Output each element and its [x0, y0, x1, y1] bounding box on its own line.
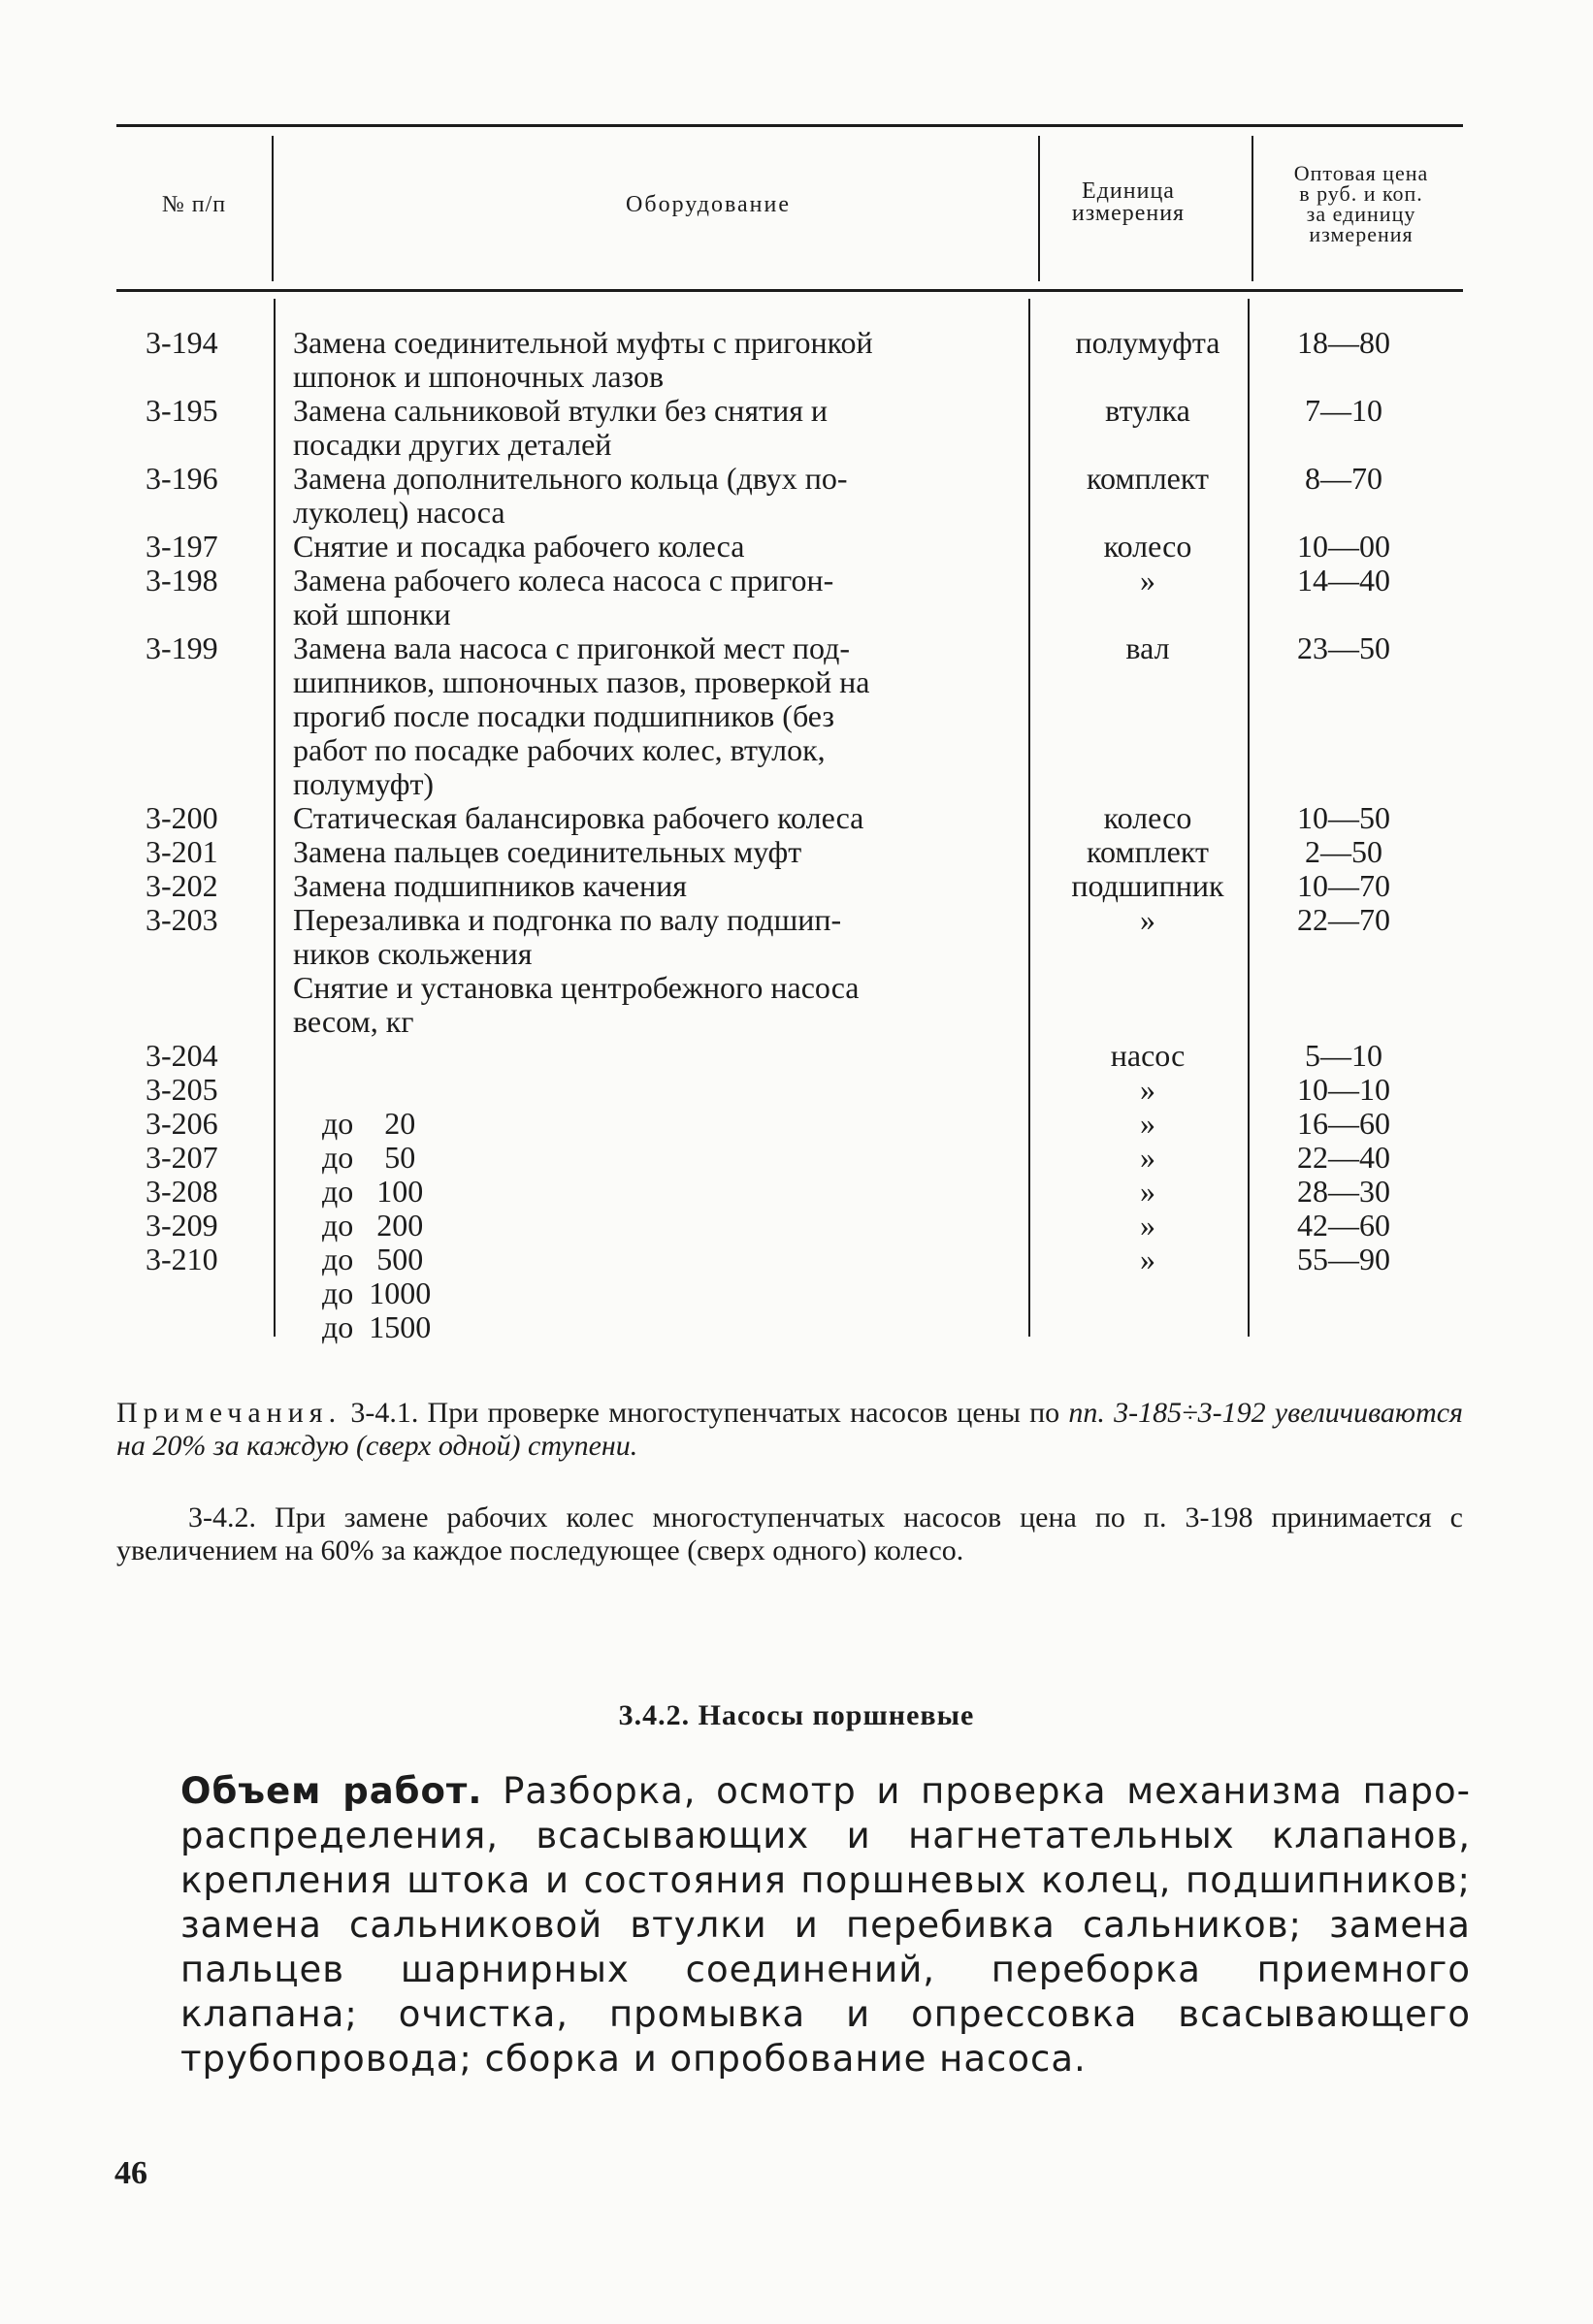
row-number: 3-209 — [146, 1208, 218, 1243]
equipment-line: до 1500 — [322, 1309, 432, 1344]
row-price: 28—30 — [1297, 1174, 1390, 1209]
equipment-line: Замена дополнительного кольца (двух по- — [293, 461, 848, 496]
row-price: 5—10 — [1305, 1038, 1382, 1073]
equipment-line: до 1000 — [322, 1275, 432, 1310]
equipment-line: до 50 — [322, 1140, 416, 1175]
header-equipment: Оборудование — [626, 192, 791, 217]
row-unit: вал — [1125, 630, 1170, 665]
note-2-text: 3-4.2. При замене рабочих колес многоступенчатых насосов цена по п. 3-198 принимается с увеличением на 60% за каждое последующее (сверх одного) колесо. — [116, 1501, 1463, 1566]
row-unit: » — [1140, 1208, 1155, 1243]
row-unit: » — [1140, 1072, 1155, 1107]
row-equipment — [293, 564, 1137, 631]
row-price: 10—70 — [1297, 868, 1390, 903]
row-number: 3-205 — [146, 1072, 218, 1107]
header-price-line: измерения — [1309, 222, 1414, 246]
row-price: 7—10 — [1305, 393, 1382, 428]
row-equipment — [293, 801, 1137, 835]
header-unit-line: Единица — [1082, 178, 1175, 204]
header-unit — [1038, 180, 1219, 225]
section-body — [180, 1769, 1471, 2082]
note-1-text: 3-4.1. При проверке многоступенчатых насосов цены по — [350, 1397, 1060, 1429]
header-unit-line: измерения — [1071, 201, 1186, 226]
row-number: 3-204 — [146, 1038, 218, 1073]
row-equipment — [293, 530, 1137, 564]
header-price — [1259, 163, 1463, 244]
equipment-line: до 200 — [322, 1208, 424, 1243]
equipment-line: Замена вала насоса с пригонкой мест под- — [293, 630, 851, 665]
row-equipment — [293, 971, 1137, 1039]
equipment-line: посадки других деталей — [293, 427, 612, 462]
row-equipment — [293, 394, 1137, 462]
row-price: 22—40 — [1297, 1140, 1390, 1175]
row-price: 8—70 — [1305, 461, 1382, 496]
row-unit: колесо — [1103, 529, 1192, 564]
row-price: 10—10 — [1297, 1072, 1390, 1107]
header-number: № п/п — [161, 192, 227, 217]
table-top-rule — [116, 124, 1463, 127]
row-equipment — [293, 835, 1137, 869]
header-price-line: за единицу — [1306, 202, 1416, 226]
row-unit: » — [1140, 1140, 1155, 1175]
row-unit: » — [1140, 563, 1155, 597]
row-price: 22—70 — [1297, 902, 1390, 937]
equipment-line: луколец) насоса — [293, 495, 505, 530]
row-unit: подшипник — [1071, 868, 1224, 903]
row-number: 3-197 — [146, 529, 218, 564]
row-unit: » — [1140, 1174, 1155, 1209]
row-number: 3-199 — [146, 630, 218, 665]
row-unit: комплект — [1087, 834, 1209, 869]
equipment-line: полумуфт) — [293, 766, 435, 801]
row-price: 23—50 — [1297, 630, 1390, 665]
column-divider — [274, 299, 276, 1337]
row-number: 3-200 — [146, 800, 218, 835]
note-1-italic: пп. 3-185÷3-192 увеличиваются на 20% за каждую (сверх одной) ступени. — [116, 1397, 1464, 1462]
equipment-line: весом, кг — [293, 1004, 414, 1039]
equipment-line: шипников, шпоночных пазов, проверкой на — [293, 664, 870, 699]
equipment-line: до 20 — [322, 1106, 416, 1141]
row-equipment — [322, 1243, 1166, 1412]
row-equipment — [293, 462, 1137, 530]
row-price: 10—50 — [1297, 800, 1390, 835]
equipment-line: Перезаливка и подгонка по валу подшип- — [293, 902, 842, 937]
row-unit: » — [1140, 1242, 1155, 1276]
row-price: 14—40 — [1297, 563, 1390, 597]
header-price-line: Оптовая цена — [1293, 161, 1429, 185]
page-number: 46 — [114, 2155, 147, 2191]
row-price: 42—60 — [1297, 1208, 1390, 1243]
note-1 — [116, 1397, 1463, 1463]
equipment-line: работ по посадке рабочих колес, втулок, — [293, 732, 826, 767]
equipment-line: Замена соединительной муфты с пригонкой — [293, 325, 873, 360]
row-number: 3-206 — [146, 1106, 218, 1141]
row-number: 3-196 — [146, 461, 218, 496]
column-divider — [1252, 136, 1253, 281]
equipment-line: кой шпонки — [293, 597, 451, 631]
equipment-line: шпонок и шпоночных лазов — [293, 359, 665, 394]
header-price-line: в руб. и коп. — [1299, 181, 1423, 206]
price-table — [116, 124, 1463, 1344]
row-unit: втулка — [1105, 393, 1190, 428]
row-equipment — [293, 869, 1137, 903]
row-number: 3-194 — [146, 325, 218, 360]
body-text: Разборка, осмотр и проверка механизма паро-распределения, всасывающих и нагнетательных клапанов, крепления штока и состояния поршневых колец, подшипников; замена сальниковой втулки и перебивка сальников; замена пальцев шарнирных соединений, переборка приемного клапана; очистка, промывка и опрессовка всасывающего трубопровода; сборка и опробование насоса. — [180, 1770, 1471, 2080]
row-unit: полумуфта — [1075, 325, 1220, 360]
row-number: 3-198 — [146, 563, 218, 597]
row-number: 3-208 — [146, 1174, 218, 1209]
column-divider — [1248, 299, 1250, 1337]
equipment-line: Замена пальцев соединительных муфт — [293, 834, 802, 869]
row-number: 3-195 — [146, 393, 218, 428]
equipment-line: Замена сальниковой втулки без снятия и — [293, 393, 829, 428]
row-price: 55—90 — [1297, 1242, 1390, 1276]
row-number: 3-207 — [146, 1140, 218, 1175]
notes-heading: Примечания. — [116, 1397, 342, 1429]
row-equipment — [293, 631, 1137, 801]
section-title: 3.4.2. Насосы поршневые — [618, 1699, 975, 1731]
equipment-line: Статическая балансировка рабочего колеса — [293, 800, 864, 835]
row-number: 3-201 — [146, 834, 218, 869]
table-header-rule — [116, 289, 1463, 292]
row-price: 18—80 — [1297, 325, 1390, 360]
row-price: 10—00 — [1297, 529, 1390, 564]
equipment-line: прогиб после посадки подшипников (без — [293, 698, 835, 733]
row-equipment — [293, 326, 1137, 394]
equipment-line: ников скольжения — [293, 936, 533, 971]
equipment-line: Замена подшипников качения — [293, 868, 687, 903]
row-equipment — [293, 903, 1137, 971]
row-number: 3-203 — [146, 902, 218, 937]
row-number: 3-210 — [146, 1242, 218, 1276]
equipment-line: Снятие и посадка рабочего колеса — [293, 529, 745, 564]
row-price: 2—50 — [1305, 834, 1382, 869]
equipment-line: до 500 — [322, 1242, 424, 1276]
row-number: 3-202 — [146, 868, 218, 903]
row-unit: колесо — [1103, 800, 1192, 835]
column-divider — [272, 136, 274, 281]
equipment-line: до 100 — [322, 1174, 424, 1209]
row-unit: » — [1140, 902, 1155, 937]
equipment-line: Замена рабочего колеса насоса с пригон- — [293, 563, 834, 597]
equipment-line: Снятие и установка центробежного насоса — [293, 970, 860, 1005]
note-2 — [116, 1501, 1463, 1567]
row-unit: » — [1140, 1106, 1155, 1141]
row-unit: насос — [1110, 1038, 1186, 1073]
body-lead: Объем работ. — [180, 1770, 483, 1812]
row-price: 16—60 — [1297, 1106, 1390, 1141]
row-unit: комплект — [1087, 461, 1209, 496]
